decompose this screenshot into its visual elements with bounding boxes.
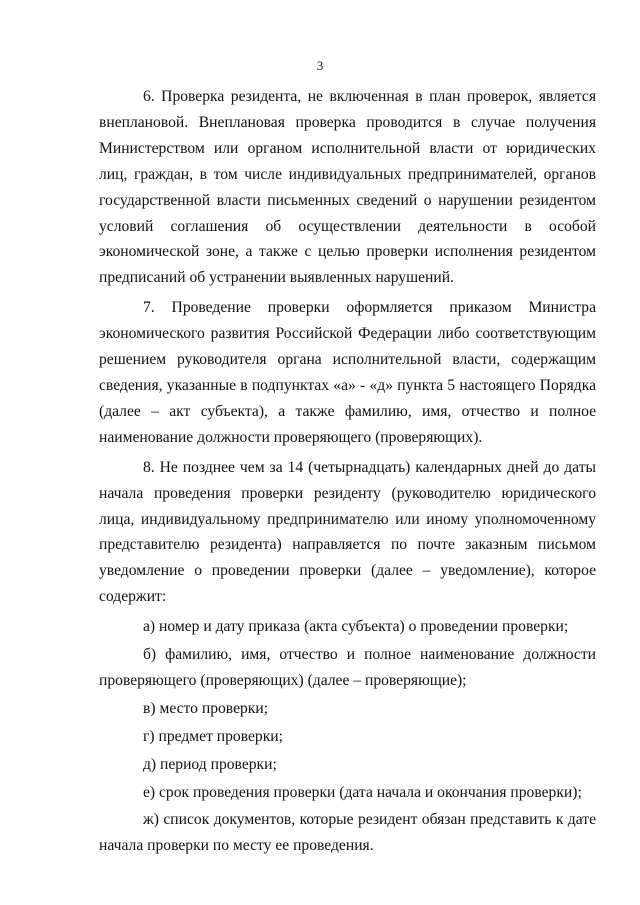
- list-item-d: д) период проверки;: [143, 755, 277, 773]
- list-item-a: а) номер и дату приказа (акта субъекта) о проведении проверки;: [143, 618, 569, 636]
- list-item-e: е) срок проведения проверки (дата начала и окончания проверки);: [143, 783, 582, 801]
- list-item-zh: ж) список документов, которые резидент обязан представить к дате начала проверки по месту ее проведения.: [99, 811, 596, 855]
- page-number: 3: [316, 58, 324, 73]
- list-item-b: б) фамилию, имя, отчество и полное наименование должности проверяющего (проверяющих) (далее – проверяющие);: [99, 646, 596, 689]
- paragraph-6: 6. Проверка резидента, не включенная в план проверок, является внеплановой. Внеплановая проверка проводится в случае получения Министерством или органом исполнительной власти от юридических лиц, граждан, в том числе индивидуальных предпринимателей, органов государственной власти письменных сведений о нарушении резидентом условий соглашения об осуществлении деятельности в особой экономической зоне, а также с целью проверки исполнения резидентом предписаний об устранении выявленных нарушений.: [99, 88, 596, 287]
- list-item-g: г) предмет проверки;: [143, 727, 283, 745]
- list-item-v: в) место проверки;: [143, 699, 269, 717]
- paragraph-8: 8. Не позднее чем за 14 (четырнадцать) календарных дней до даты начала проведения проверки резиденту (руководителю юридического лица, индивидуальному предпринимателю или иному уполномоченному представителю резидента) направляется по почте заказным письмом уведомление о проведении проверки (далее – уведомление), которое содержит:: [99, 458, 596, 606]
- document-body: [99, 84, 596, 861]
- paragraph-7: 7. Проведение проверки оформляется приказом Министра экономического развития Российской Федерации либо соответствующим решением руководителя органа исполнительной власти, содержащим сведения, указанные в подпунктах «а» - «д» пункта 5 настоящего Порядка (далее – акт субъекта), а также фамилию, имя, отчество и полное наименование должности проверяющего (проверяющих).: [99, 299, 596, 446]
